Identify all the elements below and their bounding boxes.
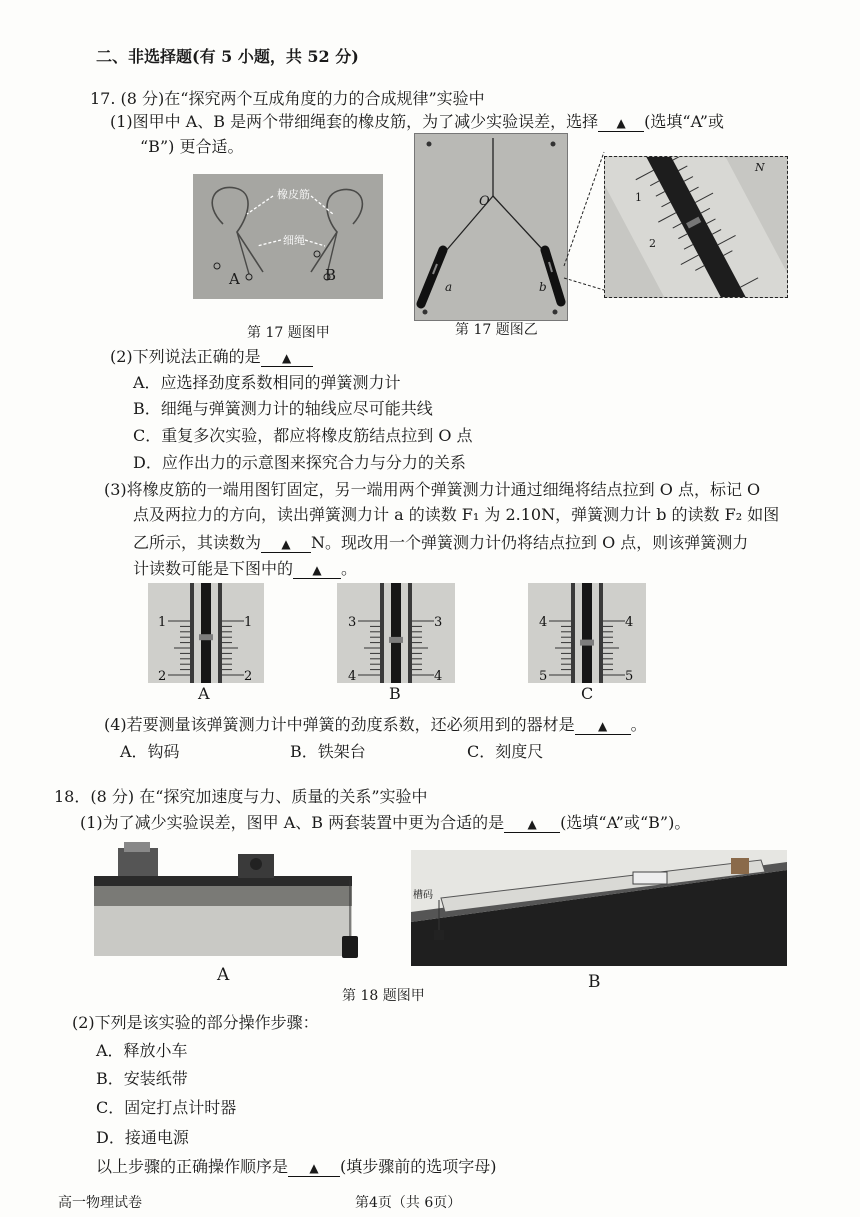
caption-17-jia: 第 17 题图甲 bbox=[247, 325, 330, 341]
q17-part3-line2: 点及两拉力的方向，读出弹簧测力计 a 的读数 F₁ 为 2.10N，弹簧测力计 b 的读数 F₂ 如图 bbox=[133, 505, 780, 524]
label-n: N bbox=[755, 161, 765, 174]
apparatus-a-diagram bbox=[88, 840, 358, 960]
q17-part4-option-b: B．铁架台 bbox=[290, 742, 366, 761]
figure-18-a bbox=[88, 840, 358, 960]
gauge-scale bbox=[528, 583, 646, 683]
zoom-scale-1: 1 bbox=[635, 191, 642, 204]
q17-part2: (2)下列说法正确的是 ▲ bbox=[110, 344, 313, 367]
q18-step-d: D．接通电源 bbox=[96, 1128, 189, 1147]
fig18-label-b: B bbox=[588, 972, 601, 992]
caption-17-yi: 第 17 题图乙 bbox=[455, 322, 538, 338]
figure-18-b bbox=[411, 850, 787, 966]
q18-part2: (2)下列是该实验的部分操作步骤： bbox=[72, 1013, 319, 1032]
gauge-bottom-value-left: 5 bbox=[539, 669, 548, 683]
q17-part1: (1)图甲中 A、B 是两个带细绳套的橡皮筋，为了减少实验误差，选择 ▲ (选填“A”或 bbox=[110, 112, 724, 131]
gauge-indicator bbox=[389, 637, 403, 643]
gauge-c bbox=[528, 583, 646, 683]
q17-option-a: A．应选择劲度系数相同的弹簧测力计 bbox=[133, 373, 401, 392]
q17-part1-cont: “B”) 更合适。 bbox=[140, 137, 244, 156]
label-o: O bbox=[479, 194, 490, 209]
q18-part1: (1)为了减少实验误差，图甲 A、B 两套装置中更为合适的是 ▲ (选填“A”或“B”)。 bbox=[80, 813, 691, 832]
caption-18: 第 18 题图甲 bbox=[342, 988, 425, 1004]
q17-part3-line3: 乙所示，其读数为 ▲ N。现改用一个弹簧测力计仍将结点拉到 O 点，则该弹簧测力 bbox=[133, 533, 749, 552]
q18-step-a: A．释放小车 bbox=[96, 1041, 188, 1060]
q17-part4-option-c: C．刻度尺 bbox=[467, 742, 544, 761]
q17-title: 17. (8 分)在“探究两个互成角度的力的合成规律”实验中 bbox=[90, 89, 485, 108]
q18-title: 18．(8 分) 在“探究加速度与力、质量的关系”实验中 bbox=[54, 787, 428, 806]
q17-option-d: D．应作出力的示意图来探究合力与分力的关系 bbox=[133, 453, 466, 472]
figure-17-yi bbox=[414, 133, 568, 321]
gauge-label-b: B bbox=[389, 684, 401, 703]
gauge-bottom-value-right: 5 bbox=[625, 669, 634, 683]
q17-part3-line4: 计读数可能是下图中的 ▲ 。 bbox=[133, 559, 358, 578]
gauge-top-value-left: 4 bbox=[539, 615, 548, 630]
label-rope: 细绳 bbox=[283, 234, 305, 247]
answer-blank[interactable]: ▲ bbox=[504, 814, 560, 833]
gauge-top-value-left: 1 bbox=[158, 615, 167, 630]
gauge-top-value-right: 4 bbox=[625, 615, 634, 630]
answer-blank[interactable]: ▲ bbox=[598, 113, 644, 132]
answer-blank[interactable]: ▲ bbox=[288, 1158, 340, 1177]
gauge-indicator bbox=[580, 640, 594, 646]
label-rubber-band: 橡皮筋 bbox=[277, 188, 310, 201]
figure-17-jia bbox=[193, 174, 383, 299]
zoom-connector bbox=[560, 150, 610, 300]
label-b-gauge: b bbox=[539, 280, 547, 294]
gauge-a bbox=[148, 583, 264, 683]
q17-part4-option-a: A．钩码 bbox=[120, 742, 180, 761]
gauge-bottom-value-right: 4 bbox=[434, 669, 443, 683]
gauge-scale bbox=[148, 583, 264, 683]
answer-blank[interactable]: ▲ bbox=[261, 534, 311, 553]
gauge-scale bbox=[337, 583, 455, 683]
answer-blank[interactable]: ▲ bbox=[293, 560, 341, 579]
section-heading: 二、非选择题(有 5 小题，共 52 分) bbox=[96, 47, 359, 66]
q17-part4: (4)若要测量该弹簧测力计中弹簧的劲度系数，还必须用到的器材是 ▲ 。 bbox=[104, 715, 647, 734]
answer-blank[interactable]: ▲ bbox=[575, 716, 631, 735]
q17-option-b: B．细绳与弹簧测力计的轴线应尽可能共线 bbox=[133, 399, 433, 418]
label-b: B bbox=[325, 266, 337, 284]
gauge-bottom-value-right: 2 bbox=[244, 669, 253, 683]
apparatus-b-diagram bbox=[411, 850, 787, 966]
gauge-label-c: C bbox=[581, 684, 594, 703]
fig18-label-a: A bbox=[217, 965, 230, 985]
answer-blank[interactable]: ▲ bbox=[261, 348, 313, 367]
gauge-bottom-value-left: 2 bbox=[158, 669, 167, 683]
label-hook-weight: 槽码 bbox=[413, 890, 433, 901]
label-a: A bbox=[229, 270, 240, 288]
q17-option-c: C．重复多次实验，都应将橡皮筋结点拉到 O 点 bbox=[133, 426, 473, 445]
gauge-top-value-left: 3 bbox=[348, 615, 357, 630]
gauge-bottom-value-left: 4 bbox=[348, 669, 357, 683]
gauge-indicator bbox=[199, 634, 213, 640]
q18-step-b: B．安装纸带 bbox=[96, 1069, 188, 1088]
gauge-b bbox=[337, 583, 455, 683]
zoom-scale-2: 2 bbox=[649, 237, 656, 250]
q18-part3: 以上步骤的正确操作顺序是 ▲ (填步骤前的选项字母) bbox=[96, 1157, 497, 1176]
gauge-label-a: A bbox=[198, 684, 210, 703]
label-a-gauge: a bbox=[445, 280, 453, 294]
gauge-top-value-right: 1 bbox=[244, 615, 253, 630]
footer-page: 第4页（共 6页） bbox=[355, 1195, 462, 1211]
figure-17-zoom bbox=[604, 156, 788, 298]
gauge-top-value-right: 3 bbox=[434, 615, 443, 630]
q17-part3-line1: (3)将橡皮筋的一端用图钉固定，另一端用两个弹簧测力计通过细绳将结点拉到 O 点，标记 O bbox=[104, 480, 761, 499]
footer-left: 高一物理试卷 bbox=[58, 1195, 142, 1211]
q18-step-c: C．固定打点计时器 bbox=[96, 1098, 237, 1117]
gauge-zoom-diagram bbox=[605, 157, 787, 297]
